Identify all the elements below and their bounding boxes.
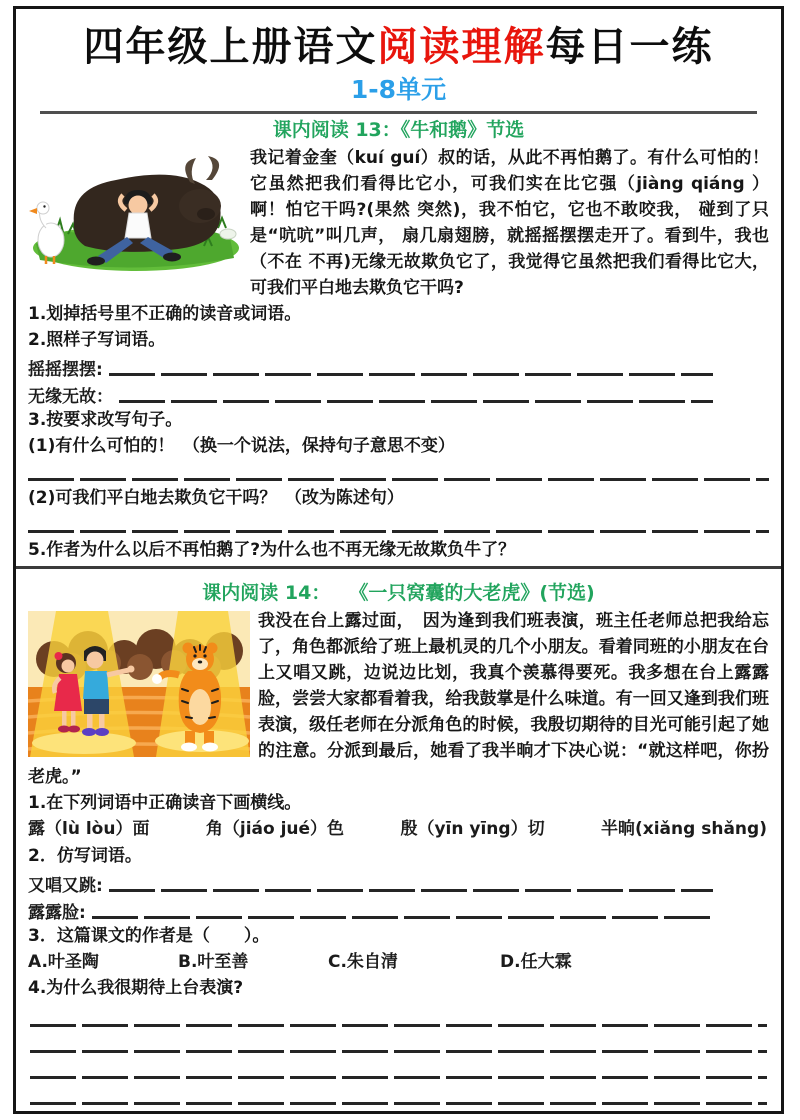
answer-line bbox=[30, 1076, 767, 1079]
pinyin-word: 露（lù lòu）面 bbox=[28, 819, 150, 839]
pinyin-word: 半晌(xiǎng shǎng) bbox=[601, 819, 767, 839]
s13-question3-sub2: (2)可我们平白地去欺负它干吗？ （改为陈述句） bbox=[28, 488, 404, 508]
answer-line bbox=[30, 1050, 767, 1053]
section14-passage-block bbox=[28, 608, 769, 790]
s13-q2-blank1-label: 摇摇摆摆: bbox=[28, 360, 103, 380]
s13-question3-sub1: (1)有什么可怕的！ （换一个说法，保持句子意思不变） bbox=[28, 436, 455, 456]
answer-line bbox=[92, 916, 713, 919]
s14-pinyin-row bbox=[28, 816, 769, 843]
pinyin-word: 殷（yīn yīng）切 bbox=[400, 819, 545, 839]
s14-q3-options bbox=[28, 949, 769, 975]
s14-q2-blank1-label: 又唱又跳: bbox=[28, 876, 103, 896]
option-a: A.叶圣陶 bbox=[28, 952, 99, 972]
s14-question4: 4.为什么我很期待上台表演? bbox=[28, 978, 244, 998]
s13-q2-blank2 bbox=[28, 380, 769, 407]
title-part-black2: 每日一练 bbox=[545, 24, 714, 70]
s13-question2: 2.照样子写词语。 bbox=[28, 330, 166, 350]
worksheet-page bbox=[13, 6, 784, 1114]
answer-line bbox=[109, 373, 713, 376]
title-part-black1: 四年级上册语文 bbox=[83, 24, 378, 70]
section-divider bbox=[16, 566, 781, 569]
s14-question1: 1.在下列词语中正确读音下画横线。 bbox=[28, 793, 302, 813]
title-part-red: 阅读理解 bbox=[377, 24, 546, 70]
s13-question1: 1.划掉括号里不正确的读音或词语。 bbox=[28, 304, 302, 324]
option-b: B.叶至善 bbox=[178, 952, 249, 972]
section13-passage-text: 我记着金奎（kuí guí）叔的话，从此不再怕鹅了。有什么可怕的！它虽然把我们看得比它小，可我们实在比它强（jiàng qiáng ）啊！怕它干吗?(果然 突然)，我不怕它，它也不敢咬我， 碰到了只是“吭吭”叫几声， 扇几扇翅膀，就摇摇摆摆走开了。看到牛，我也（不在 不再)无缘无故欺负它了，我觉得它虽然把我们看得比它大，可我们平白地去欺负它干吗? bbox=[250, 148, 769, 298]
section14-heading: 课内阅读 14： 《一只窝囊的大老虎》(节选) bbox=[202, 582, 595, 604]
section13-passage-block bbox=[28, 145, 769, 301]
s14-q2-blank2-label: 露露脸: bbox=[28, 903, 86, 923]
answer-line bbox=[119, 400, 713, 403]
answer-line bbox=[30, 1102, 767, 1105]
unit-subtitle: 1-8单元 bbox=[350, 75, 447, 104]
s13-q2-blank1 bbox=[28, 353, 769, 380]
s14-question2: 2．仿写词语。 bbox=[28, 846, 142, 866]
s14-question3: 3．这篇课文的作者是（ ）。 bbox=[28, 926, 270, 946]
answer-line bbox=[30, 1024, 767, 1027]
option-d: D.任大霖 bbox=[500, 952, 572, 972]
buffalo-goose-illustration bbox=[28, 148, 242, 274]
s13-question5: 5.作者为什么以后不再怕鹅了?为什么也不再无缘无故欺负牛了？ bbox=[28, 540, 516, 560]
option-c: C.朱自清 bbox=[328, 952, 398, 972]
stage-tiger-illustration bbox=[28, 611, 250, 757]
section13-heading: 课内阅读 13：《牛和鹅》节选 bbox=[272, 119, 525, 141]
page-title bbox=[28, 23, 769, 71]
s13-question3: 3.按要求改写句子。 bbox=[28, 410, 183, 430]
s13-q2-blank2-label: 无缘无故： bbox=[28, 387, 113, 407]
answer-line bbox=[109, 889, 713, 892]
s14-q2-blank1 bbox=[28, 869, 769, 896]
pinyin-word: 角（jiáo jué）色 bbox=[205, 819, 345, 839]
s14-q2-blank2 bbox=[28, 896, 769, 923]
title-divider bbox=[40, 111, 757, 114]
answer-line bbox=[28, 478, 769, 481]
section14-passage-text: 我没在台上露过面， 因为逢到我们班表演，班主任老师总把我给忘了，角色都派给了班上最机灵的几个小朋友。看着同班的小朋友在台上又唱又跳，边说边比划，我真个羡慕得要死。我多想在台上露露脸，尝尝大家都看着我，给我鼓掌是什么味道。有一回又逢到我们班表演，级任老师在分派角色的时候，我殷切期待的目光可能引起了她的注意。分派到最后，她看了我半晌才下决心说：“就这样吧，你扮老虎。” bbox=[28, 611, 769, 787]
answer-line bbox=[28, 530, 769, 533]
